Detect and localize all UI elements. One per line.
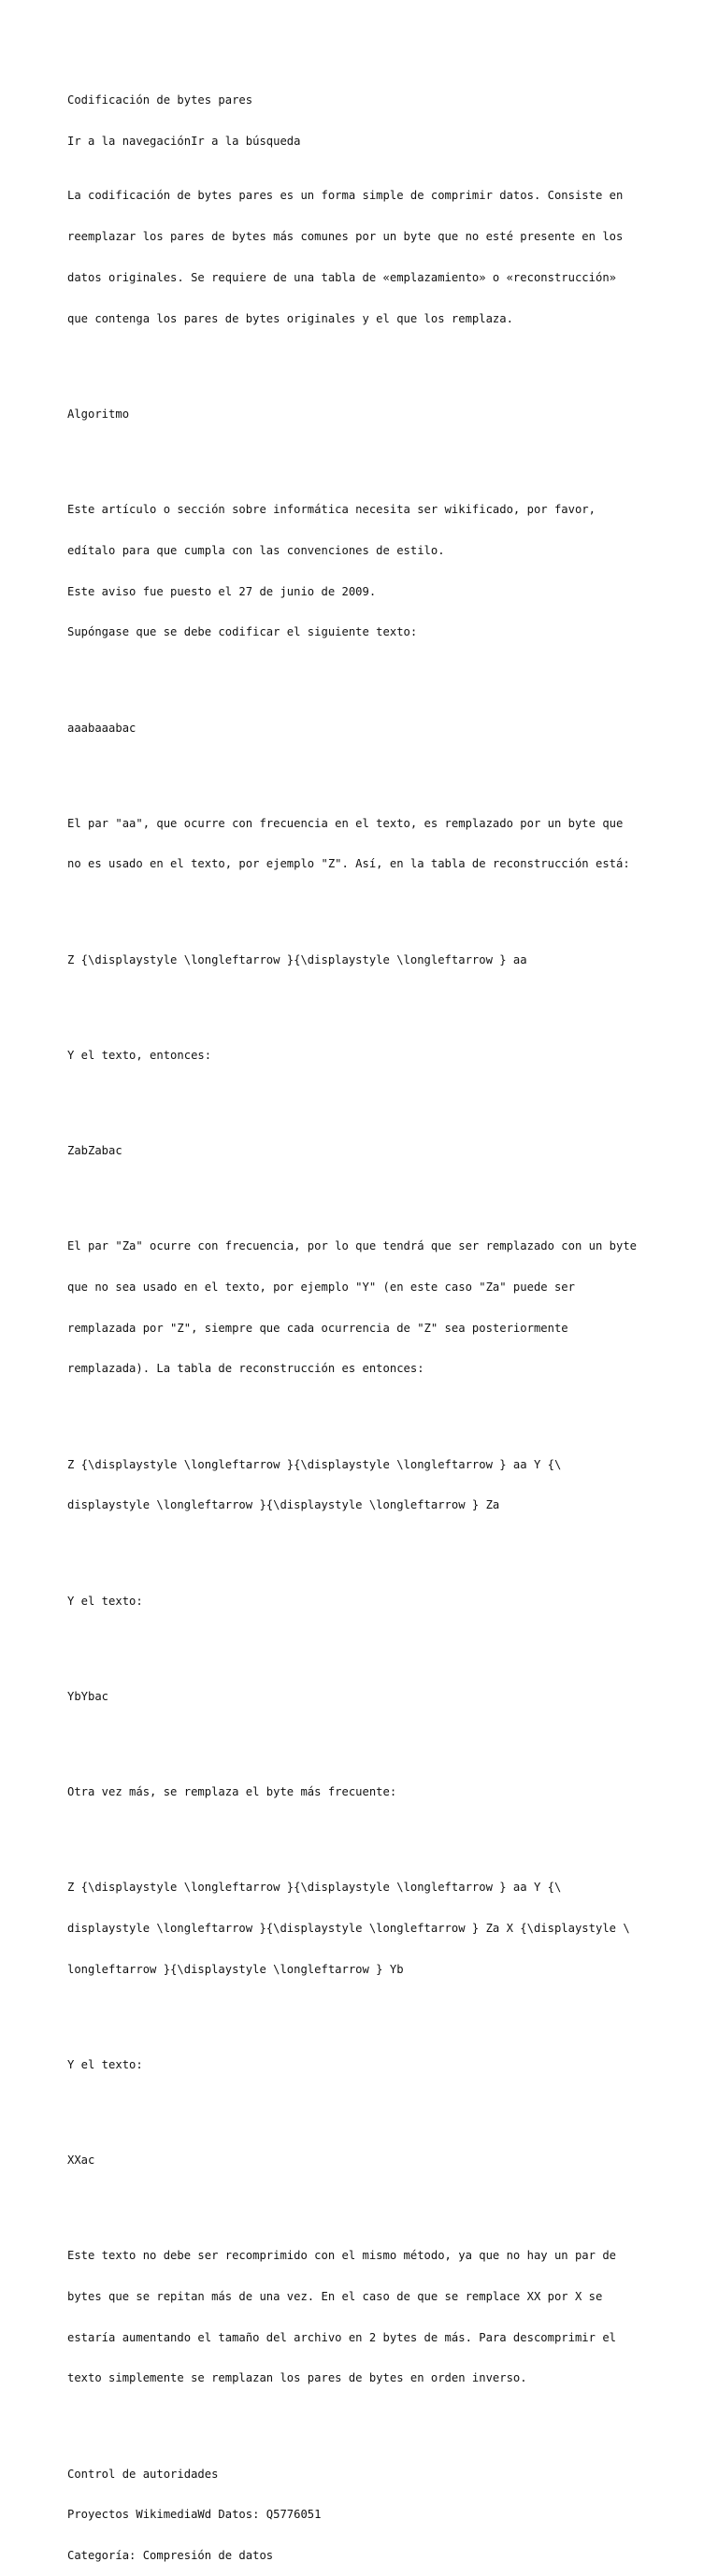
formula-1: Z {\displaystyle \longleftarrow }{\displaystyle \longleftarrow } aa (67, 952, 527, 966)
page-title: Codificación de bytes pares (67, 93, 253, 107)
sample-text-1: aaabaaabac (67, 721, 136, 735)
notice-line-4: Supóngase que se debe codificar el siguiente texto: (67, 625, 418, 639)
spacer (67, 449, 656, 463)
and-text-3: Y el texto: (67, 2057, 143, 2071)
and-text-1: Y el texto, entonces: (67, 1048, 212, 1062)
spacer (67, 1730, 656, 1744)
intro-line-4: que contenga los pares de bytes originales y el que los remplaza. (67, 311, 513, 325)
notice-line-3: Este aviso fue puesto el 27 de junio de 2009. (67, 584, 377, 598)
formula-3-line-2: displaystyle \longleftarrow }{\displaystyle \longleftarrow } Za X {\displaystyle \ (67, 1921, 630, 1935)
paragraph-2-line-4: remplazada). La tabla de reconstrucción es entonces: (67, 1362, 424, 1376)
paragraph-4-line-1: Este texto no debe ser recomprimido con el mismo método, ya que no hay un par de (67, 2249, 616, 2262)
spacer (67, 898, 656, 912)
and-text-2: Y el texto: (67, 1594, 143, 1608)
spacer (67, 2003, 656, 2017)
spacer (67, 1539, 656, 1553)
authority-control-link[interactable]: Control de autoridades (67, 2467, 219, 2481)
sample-text-3: YbYbac (67, 1689, 109, 1703)
paragraph-2-line-1: El par "Za" ocurre con frecuencia, por lo que tendrá que ser remplazado con un byte (67, 1239, 638, 1253)
formula-2-line-2: displaystyle \longleftarrow }{\displaystyle \longleftarrow } Za (67, 1498, 500, 1512)
formula-3-line-3: longleftarrow }{\displaystyle \longleftarrow } Yb (67, 1962, 404, 1976)
paragraph-4-line-4: texto simplemente se remplazan los pares de bytes en orden inverso. (67, 2371, 527, 2385)
formula-2-line-1: Z {\displaystyle \longleftarrow }{\displaystyle \longleftarrow } aa Y {\ (67, 1457, 562, 1471)
notice-line-1: Este artículo o sección sobre informática necesita ser wikificado, por favor, (67, 503, 596, 516)
navigation-links[interactable]: Ir a la navegaciónIr a la búsqueda (67, 134, 301, 148)
category-link[interactable]: Categoría: Compresión de datos (67, 2549, 274, 2563)
intro-line-1: La codificación de bytes pares es un forma simple de comprimir datos. Consiste en (67, 189, 624, 203)
paragraph-2-line-3: remplazada por "Z", siempre que cada ocurrencia de "Z" sea posteriormente (67, 1321, 568, 1335)
paragraph-2-line-2: que no sea usado en el texto, por ejemplo "Y" (en este caso "Za" puede ser (67, 1280, 575, 1294)
spacer (67, 1826, 656, 1840)
spacer (67, 2195, 656, 2209)
spacer (67, 2098, 656, 2112)
spacer (67, 352, 656, 366)
paragraph-1-line-2: no es usado en el texto, por ejemplo "Z". Así, en la tabla de reconstrucción está: (67, 857, 630, 871)
formula-3-line-1: Z {\displaystyle \longleftarrow }{\displaystyle \longleftarrow } aa Y {\ (67, 1880, 562, 1894)
paragraph-4-line-2: bytes que se repitan más de una vez. En el caso de que se remplace XX por X se (67, 2289, 603, 2303)
paragraph-3: Otra vez más, se remplaza el byte más frecuente: (67, 1784, 397, 1798)
paragraph-4-line-3: estaría aumentando el tamaño del archivo en 2 bytes de más. Para descomprimir el (67, 2330, 616, 2344)
paragraph-1-line-1: El par "aa", que ocurre con frecuencia en el texto, es remplazado por un byte que (67, 816, 624, 830)
spacer (67, 994, 656, 1008)
wikimedia-projects-link[interactable]: Proyectos WikimediaWd Datos: Q5776051 (67, 2508, 322, 2522)
spacer (67, 1090, 656, 1104)
intro-line-2: reemplazar los pares de bytes más comunes por un byte que no esté presente en los (67, 230, 624, 244)
spacer (67, 2412, 656, 2426)
sample-text-4: XXac (67, 2153, 95, 2167)
spacer (67, 666, 656, 680)
section-heading-algoritmo: Algoritmo (67, 407, 130, 421)
notice-line-2: edítalo para que cumpla con las convenciones de estilo. (67, 543, 445, 557)
spacer (67, 1185, 656, 1199)
sample-text-2: ZabZabac (67, 1143, 122, 1157)
document-page (67, 66, 656, 2576)
spacer (67, 1635, 656, 1649)
spacer (67, 1403, 656, 1417)
intro-line-3: datos originales. Se requiere de una tabla de «emplazamiento» o «reconstrucción» (67, 270, 616, 284)
spacer (67, 762, 656, 776)
